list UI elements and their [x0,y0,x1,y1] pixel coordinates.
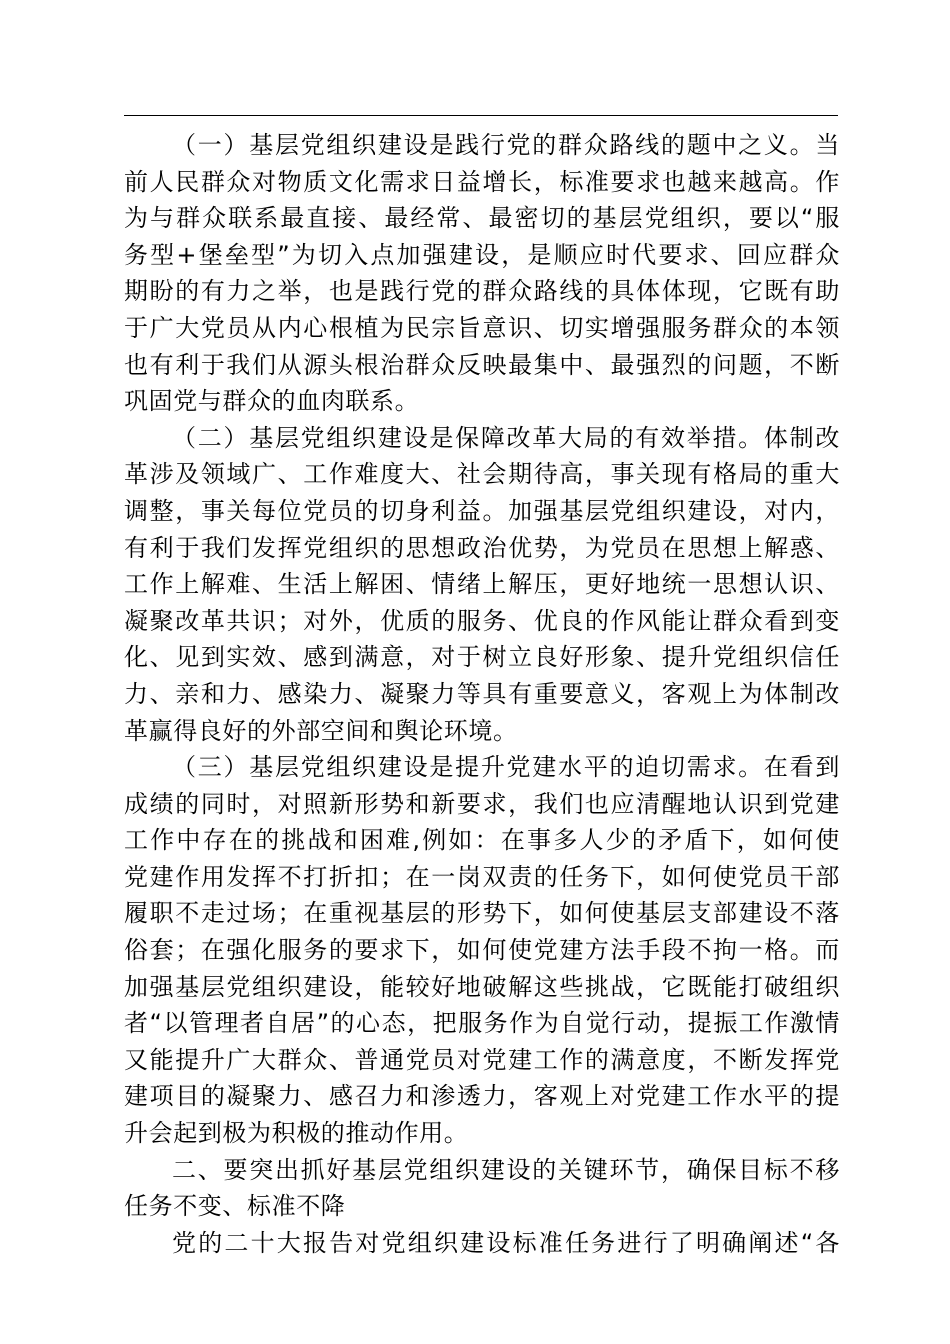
paragraph-1-line: 前人民群众对物质文化需求日益增长，标准要求也越来越高。作 [124,167,840,196]
paragraph-1-line: 为与群众联系最直接、最经常、最密切的基层党组织，要以“服 [124,204,840,233]
paragraph-4-line: 党的二十大报告对党组织建设标准任务进行了明确阐述“各 [172,1228,840,1257]
paragraph-3-line: 者“以管理者自居”的心态，把服务作为自觉行动，提振工作激情 [124,1009,840,1038]
paragraph-3-line: 工作中存在的挑战和困难,例如：在事多人少的矛盾下，如何使 [124,826,840,855]
paragraph-3-line: 又能提升广大群众、普通党员对党建工作的满意度，不断发挥党 [124,1045,840,1074]
paragraph-2-line: （二）基层党组织建设是保障改革大局的有效举措。体制改 [172,423,840,452]
paragraph-2-line: 化、见到实效、感到满意，对于树立良好形象、提升党组织信任 [124,643,840,672]
paragraph-1-line: 期盼的有力之举，也是践行党的群众路线的具体体现，它既有助 [124,277,840,306]
section-heading-line: 任务不变、标准不降 [124,1192,346,1221]
paragraph-2-line: 凝聚改革共识；对外，优质的服务、优良的作风能让群众看到变 [124,606,840,635]
paragraph-3-line: 履职不走过场；在重视基层的形势下，如何使基层支部建设不落 [124,899,840,928]
paragraph-3-line: 加强基层党组织建设，能较好地破解这些挑战，它既能打破组织 [124,972,840,1001]
paragraph-1-line: 于广大党员从内心根植为民宗旨意识、切实增强服务群众的本领 [124,313,840,342]
header-rule [124,115,838,116]
paragraph-3-line: 党建作用发挥不打折扣；在一岗双责的任务下，如何使党员干部 [124,862,840,891]
paragraph-2-line: 调整，事关每位党员的切身利益。加强基层党组织建设，对内， [124,496,840,525]
section-heading-line: 二、要突出抓好基层党组织建设的关键环节，确保目标不移 [172,1155,840,1184]
paragraph-3-line: 俗套；在强化服务的要求下，如何使党建方法手段不拘一格。而 [124,936,840,965]
paragraph-3-line: 成绩的同时，对照新形势和新要求，我们也应清醒地认识到党建 [124,789,840,818]
paragraph-3-line: 升会起到极为积极的推动作用。 [124,1119,469,1148]
paragraph-2-line: 革涉及领域广、工作难度大、社会期待高，事关现有格局的重大 [124,460,840,489]
paragraph-1-line: （一）基层党组织建设是践行党的群众路线的题中之义。当 [172,131,840,159]
paragraph-2-line: 有利于我们发挥党组织的思想政治优势，为党员在思想上解惑、 [124,533,840,562]
paragraph-3-line: 建项目的凝聚力、感召力和渗透力，客观上对党建工作水平的提 [124,1082,840,1111]
paragraph-1-line: 也有利于我们从源头根治群众反映最集中、最强烈的问题，不断 [124,350,840,379]
paragraph-3-line: （三）基层党组织建设是提升党建水平的迫切需求。在看到 [172,753,840,782]
paragraph-2-line: 革赢得良好的外部空间和舆论环境。 [124,716,518,745]
document-body [124,127,840,1261]
paragraph-1-line: 巩固党与群众的血肉联系。 [124,387,420,416]
paragraph-2-line: 工作上解难、生活上解困、情绪上解压，更好地统一思想认识、 [124,570,840,599]
paragraph-2-line: 力、亲和力、感染力、凝聚力等具有重要意义，客观上为体制改 [124,679,840,708]
paragraph-1-line: 务型+堡垒型”为切入点加强建设，是顺应时代要求、回应群众 [124,240,840,269]
